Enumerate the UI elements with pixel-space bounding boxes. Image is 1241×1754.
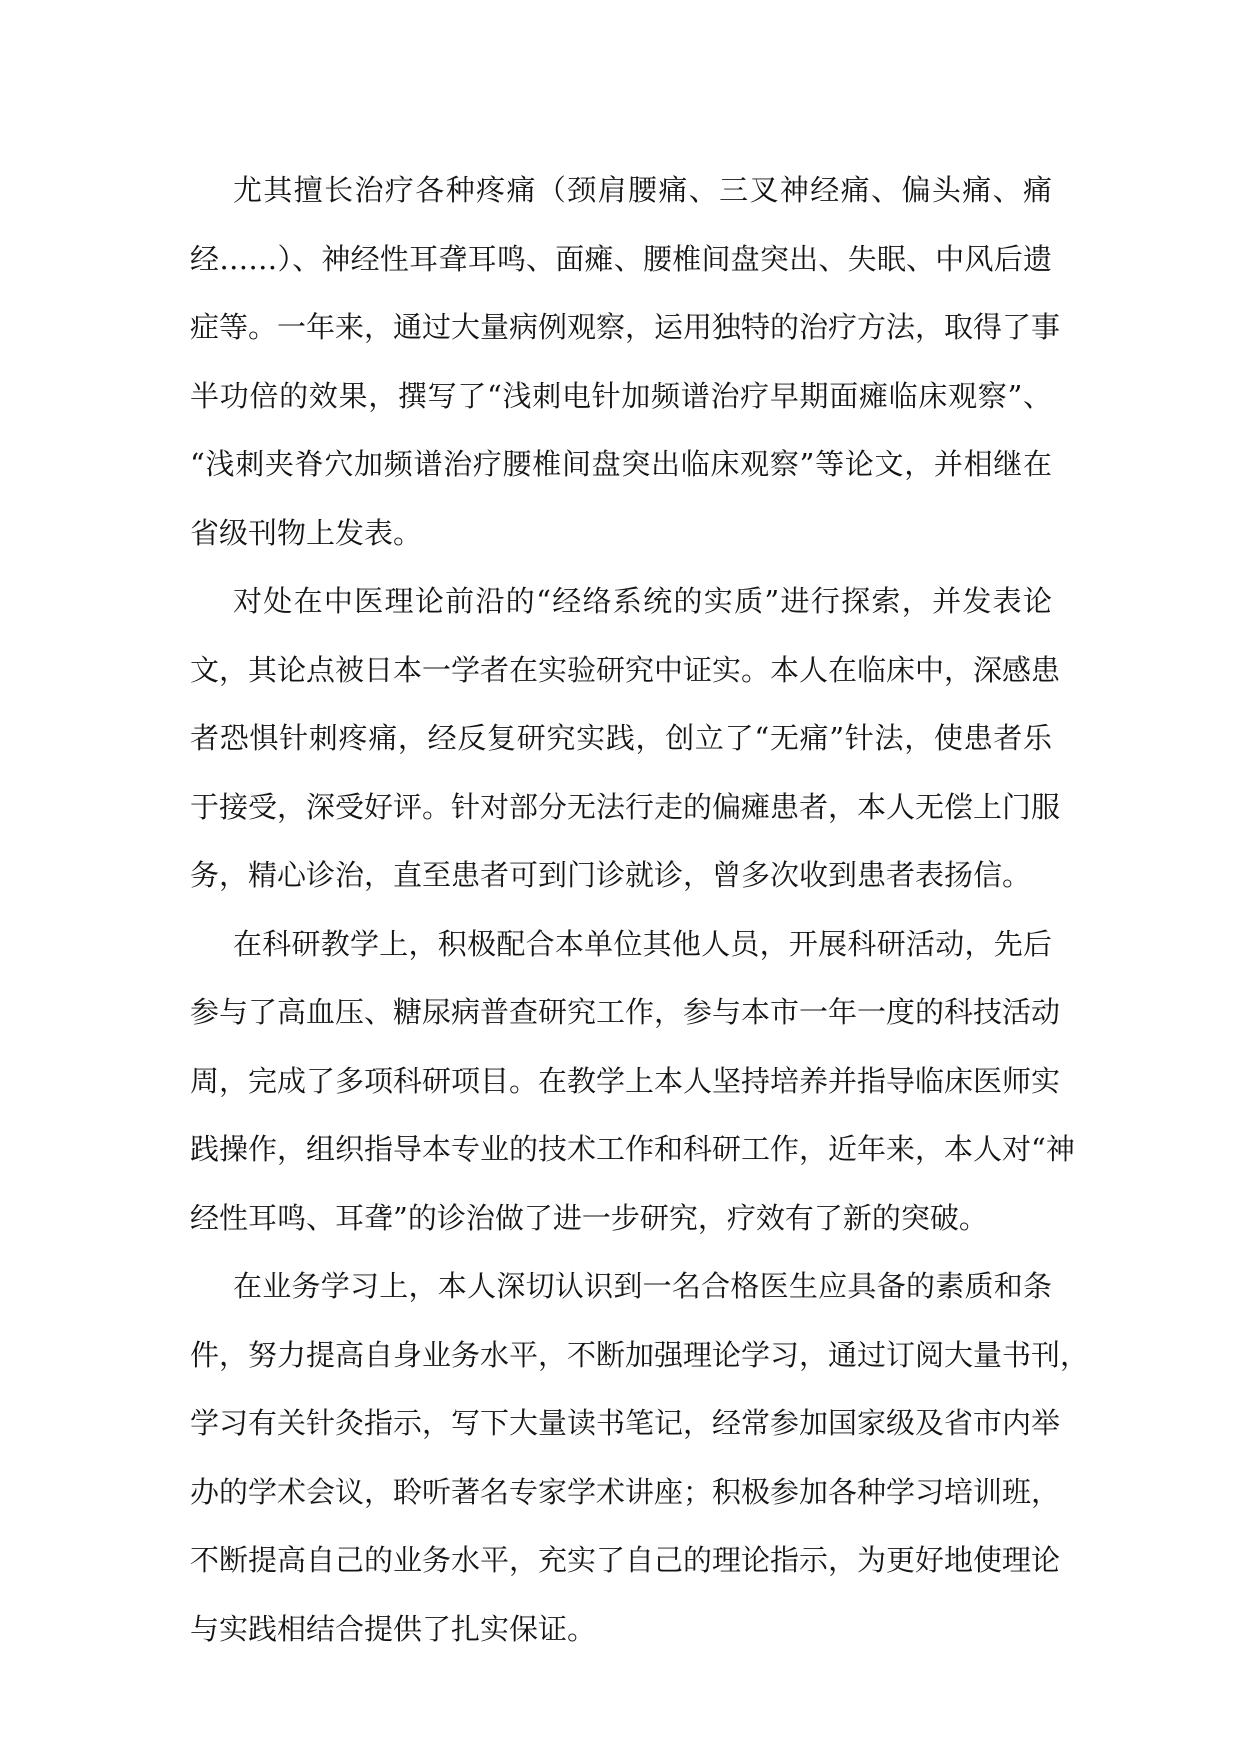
- paragraph-4-line-6: 与实践相结合提供了扎实保证。: [190, 1611, 597, 1646]
- paragraph-3-line-2: 参与了高血压、糖尿病普查研究工作，参与本市一年一度的科技活动: [190, 995, 1061, 1029]
- paragraph-2-line-2: 文，其论点被日本一学者在实验研究中证实。本人在临床中，深感患: [190, 652, 1061, 687]
- paragraph-2-line-3: 者恐惧针刺疼痛，经反复研究实践，创立了“无痛”针法，使患者乐: [190, 721, 1052, 755]
- paragraph-3-line-1: 在科研教学上，积极配合本单位其他人员，开展科研活动，先后: [233, 926, 1052, 961]
- paragraph-1-line-6: 省级刊物上发表。: [190, 515, 423, 550]
- paragraph-1-line-3: 症等。一年来，通过大量病例观察，运用独特的治疗方法，取得了事: [190, 310, 1061, 344]
- paragraph-1-line-2: 经……）、神经性耳聋耳鸣、面瘫、腰椎间盘突出、失眠、中风后遗: [190, 241, 1052, 276]
- paragraph-3-line-5: 经性耳鸣、耳聋”的诊治做了进一步研究，疗效有了新的突破。: [190, 1200, 988, 1235]
- paragraph-1-line-4: 半功倍的效果，撰写了“浅刺电针加频谱治疗早期面瘫临床观察”、: [190, 378, 1052, 413]
- paragraph-4-line-1: 在业务学习上，本人深切认识到一名合格医生应具备的素质和条: [233, 1269, 1052, 1303]
- paragraph-2-line-5: 务，精心诊治，直至患者可到门诊就诊，曾多次收到患者表扬信。: [190, 858, 1032, 892]
- document-body: [190, 156, 1090, 1663]
- paragraph-1-line-5: “浅刺夹脊穴加频谱治疗腰椎间盘突出临床观察”等论文，并相继在: [190, 447, 1052, 481]
- paragraph-4-line-5: 不断提高自己的业务水平，充实了自己的理论指示，为更好地使理论: [190, 1543, 1061, 1577]
- paragraph-3-line-4: 践操作，组织指导本专业的技术工作和科研工作，近年来，本人对“神: [190, 1132, 1075, 1166]
- paragraph-2-line-1: 对处在中医理论前沿的“经络系统的实质”进行探索，并发表论: [233, 584, 1052, 618]
- paragraph-1-line-1: 尤其擅长治疗各种疼痛（颈肩腰痛、三叉神经痛、偏头痛、痛: [233, 173, 1052, 207]
- paragraph-4-line-2: 件，努力提高自身业务水平，不断加强理论学习，通过订阅大量书刊，: [190, 1337, 1090, 1372]
- paragraph-4-line-4: 办的学术会议，聆听著名专家学术讲座；积极参加各种学习培训班，: [190, 1474, 1061, 1509]
- paragraph-3-line-3: 周，完成了多项科研项目。在教学上本人坚持培养并指导临床医师实: [190, 1063, 1061, 1098]
- paragraph-4-line-3: 学习有关针灸指示，写下大量读书笔记，经常参加国家级及省市内举: [190, 1406, 1061, 1440]
- paragraph-2-line-4: 于接受，深受好评。针对部分无法行走的偏瘫患者，本人无偿上门服: [190, 789, 1061, 824]
